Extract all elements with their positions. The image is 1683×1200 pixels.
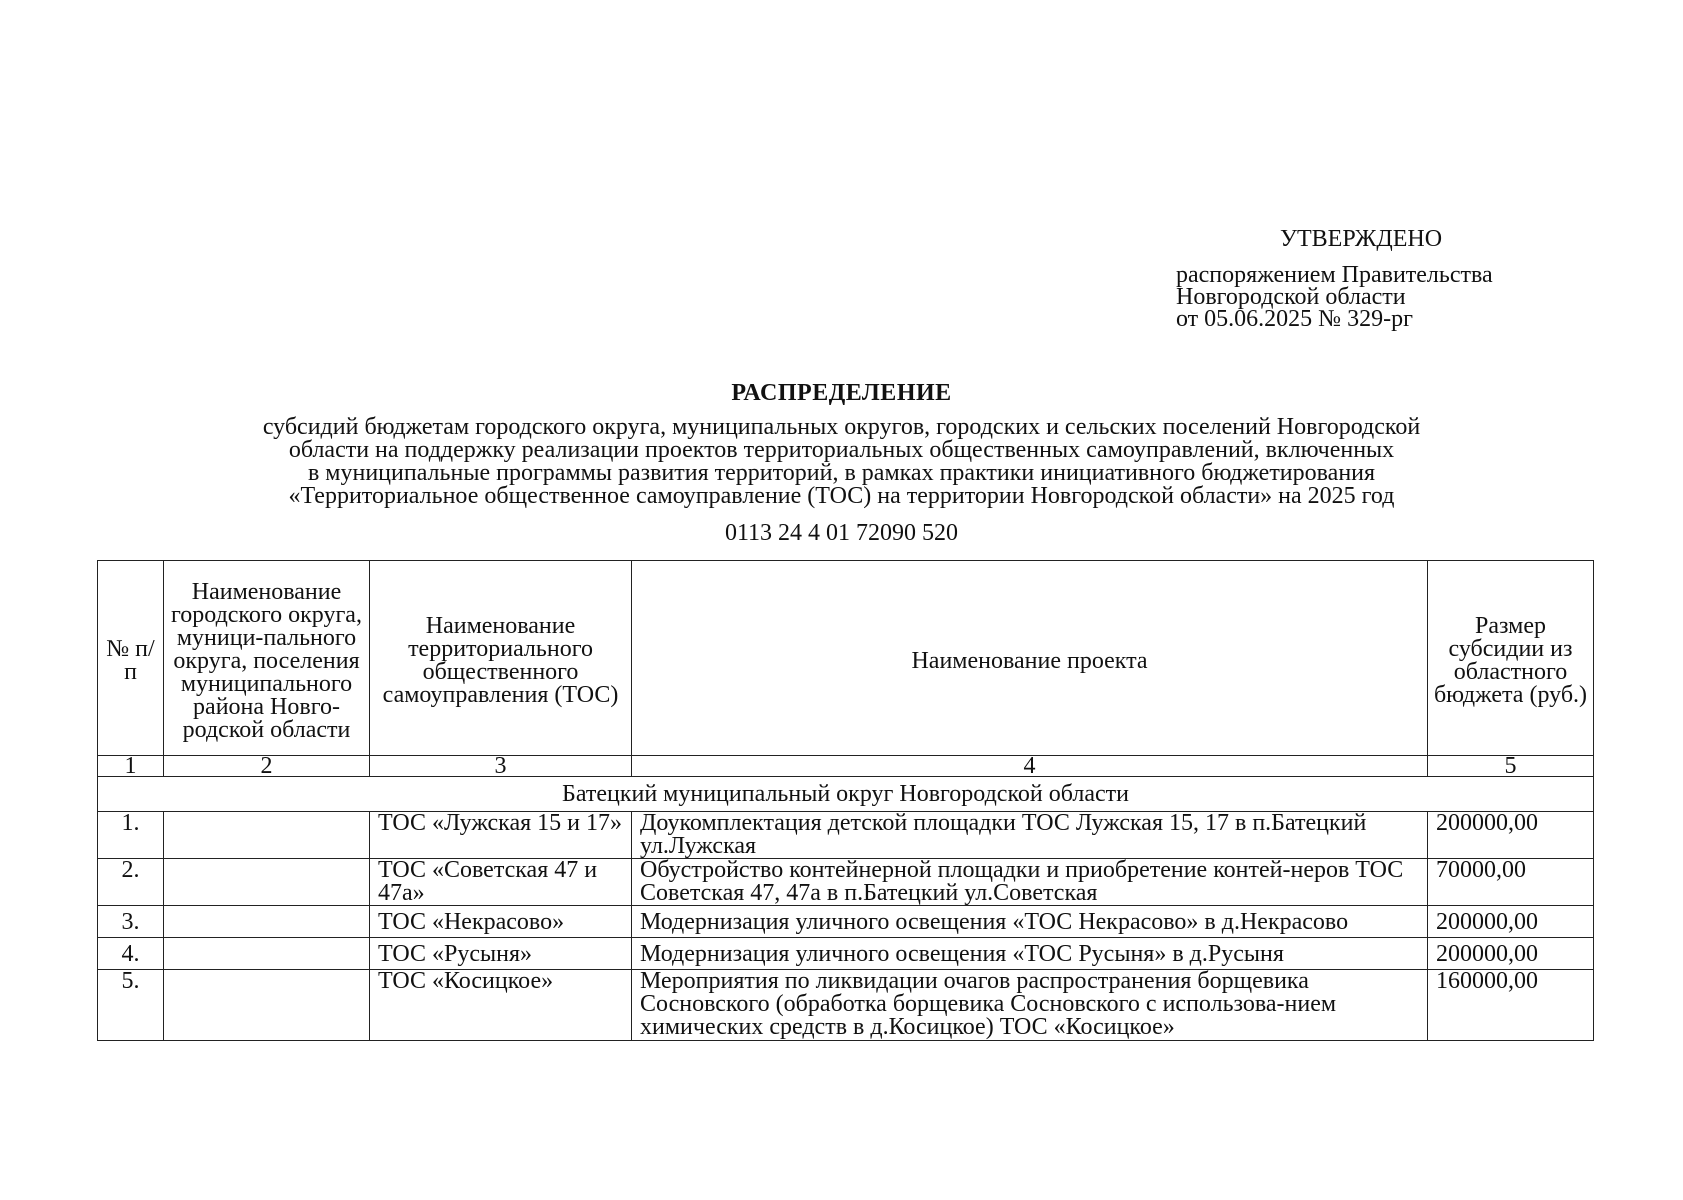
column-number: 4 (632, 756, 1428, 777)
section-title: Батецкий муниципальный округ Новгородской области (98, 777, 1594, 812)
table-row (98, 812, 1594, 859)
row-amount: 200000,00 (1428, 812, 1594, 859)
row-district (164, 859, 370, 906)
row-project: Доукомплектация детской площадки ТОС Лужская 15, 17 в п.Батецкий ул.Лужская (632, 812, 1428, 859)
row-project: Мероприятия по ликвидации очагов распространения борщевика Сосновского (обработка борщевика Сосновского с использова-нием химических средств в д.Косицкое) ТОС «Косицкое» (632, 970, 1428, 1041)
row-tos: ТОС «Некрасово» (370, 906, 632, 938)
row-amount: 200000,00 (1428, 906, 1594, 938)
column-number: 3 (370, 756, 632, 777)
row-project: Модернизация уличного освещения «ТОС Некрасово» в д.Некрасово (632, 906, 1428, 938)
row-number: 2. (98, 859, 164, 906)
approval-line-1: распоряжением Правительства (1176, 262, 1493, 288)
row-amount: 160000,00 (1428, 970, 1594, 1041)
header-number-label: № п/п (106, 636, 155, 685)
approval-line-2: Новгородской области (1176, 284, 1406, 310)
row-amount: 200000,00 (1428, 938, 1594, 970)
table-row (98, 906, 1594, 938)
header-tos (370, 561, 632, 756)
row-tos: ТОС «Советская 47 и 47а» (370, 859, 632, 906)
row-number: 1. (98, 812, 164, 859)
row-district (164, 812, 370, 859)
table-row (98, 859, 1594, 906)
column-number: 5 (1428, 756, 1594, 777)
header-project (632, 561, 1428, 756)
header-district (164, 561, 370, 756)
table-header-row (98, 561, 1594, 756)
row-project: Обустройство контейнерной площадки и приобретение контей-неров ТОС Советская 47, 47а в п.Батецкий ул.Советская (632, 859, 1428, 906)
table-row (98, 938, 1594, 970)
document-subtitle (150, 416, 1533, 508)
table-row (98, 970, 1594, 1041)
row-project: Модернизация уличного освещения «ТОС Русыня» в д.Русыня (632, 938, 1428, 970)
header-tos-label: Наименование территориального общественного самоуправления (ТОС) (382, 613, 619, 708)
row-district (164, 970, 370, 1041)
distribution-table (97, 560, 1594, 1041)
subtitle-line: области на поддержку реализации проектов территориальных общественных самоуправлений, включенных (288, 437, 1395, 463)
row-district (164, 906, 370, 938)
row-number: 5. (98, 970, 164, 1041)
header-number (98, 561, 164, 756)
budget-code: 0113 24 4 01 72090 520 (724, 520, 959, 546)
column-number: 1 (98, 756, 164, 777)
subtitle-line: субсидий бюджетам городского округа, муниципальных округов, городских и сельских поселений Новгородской (262, 414, 1421, 440)
header-project-label: Наименование проекта (911, 647, 1148, 674)
column-numbers-row (98, 756, 1594, 777)
header-amount (1428, 561, 1594, 756)
row-number: 4. (98, 938, 164, 970)
row-tos: ТОС «Русыня» (370, 938, 632, 970)
header-district-label: Наименование городского округа, муници-пального округа, поселения муниципального района Новго-родской области (171, 578, 362, 743)
subtitle-line: «Территориальное общественное самоуправление (ТОС) на территории Новгородской области» на 2025 год (288, 483, 1395, 509)
row-tos: ТОС «Лужская 15 и 17» (370, 812, 632, 859)
row-tos: ТОС «Косицкое» (370, 970, 632, 1041)
row-amount: 70000,00 (1428, 859, 1594, 906)
approval-line-3: от 05.06.2025 № 329-рг (1176, 306, 1413, 332)
header-amount-label: Размер субсидии из областного бюджета (руб.) (1433, 613, 1588, 708)
approval-header: УТВЕРЖДЕНО (1280, 226, 1443, 252)
column-number: 2 (164, 756, 370, 777)
approval-block (1176, 228, 1596, 330)
row-district (164, 938, 370, 970)
row-number: 3. (98, 906, 164, 938)
document-title: РАСПРЕДЕЛЕНИЕ (731, 380, 952, 406)
subtitle-line: в муниципальные программы развития территорий, в рамках практики инициативного бюджетирования (307, 460, 1376, 486)
section-row (98, 777, 1594, 812)
